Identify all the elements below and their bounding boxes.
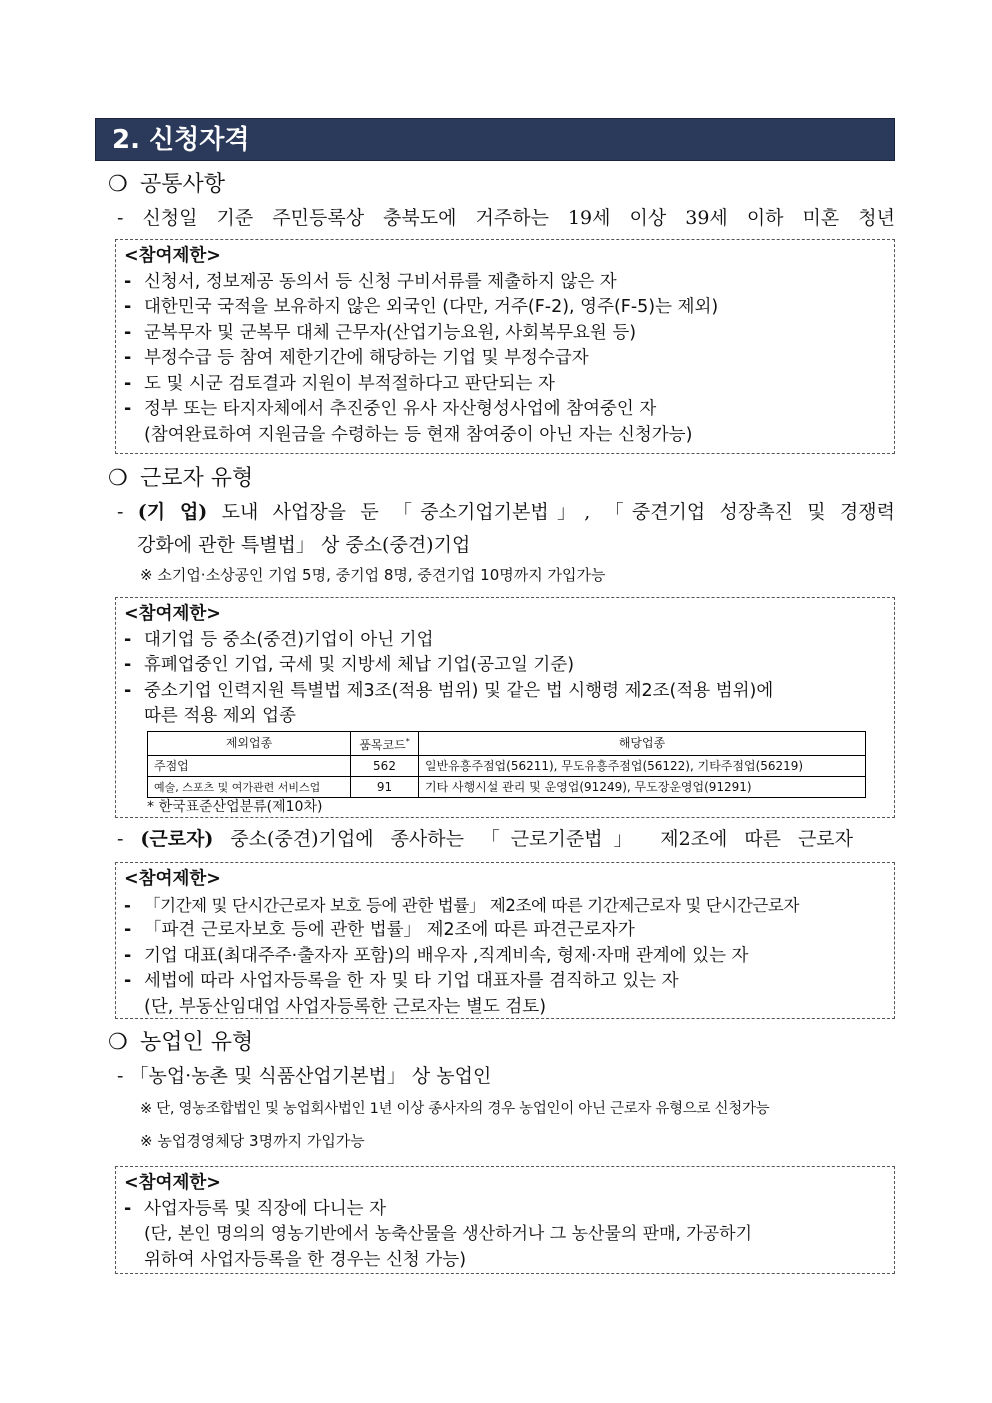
table-header: 해당업종	[419, 732, 866, 756]
farmer-line: - 「농업·농촌 및 식품산업기본법」 상 농업인	[117, 1065, 492, 1087]
farmer-note-1: ※ 단, 영농조합법인 및 농업회사법인 1년 이상 종사자의 경우 농업인이 아닌 근로자 유형으로 신청가능	[140, 1101, 770, 1117]
heading-common-label: 공통사항	[140, 172, 226, 197]
company-line-2: 강화에 관한 특별법」 상 중소(중견)기업	[137, 534, 471, 556]
common-eligibility-line: - 신청일 기준 주민등록상 충북도에 거주하는 19세 이상 39세 이하 미혼 청년	[117, 207, 895, 229]
restriction-item: - 휴폐업중인 기업, 국세 및 지방세 체납 기업(공고일 기준)	[124, 655, 575, 675]
restriction-continuation: (참여완료하여 지원금을 수령하는 등 현재 참여중이 아닌 자는 신청가능)	[144, 424, 693, 445]
farmer-note-2: ※ 농업경영체당 3명까지 가입가능	[140, 1132, 365, 1150]
employee-restriction-box	[115, 862, 895, 1019]
restriction-continuation: (단, 본인 명의의 영농기반에서 농축산물을 생산하거나 그 농산물의 판매, 가공하기	[144, 1224, 752, 1244]
restriction-title: <참여제한>	[124, 246, 221, 266]
common-restriction-box	[115, 239, 895, 454]
table-cell: 일반유흥주점업(56211), 무도유흥주점업(56122), 기타주점업(56219)	[419, 756, 866, 777]
restriction-title: <참여제한>	[124, 869, 221, 889]
restriction-item: - 대기업 등 중소(중견)기업이 아닌 기업	[124, 629, 434, 650]
restriction-continuation: 위하여 사업자등록을 한 경우는 신청 가능)	[144, 1249, 467, 1270]
heading-farmer-label: 농업인 유형	[140, 1030, 254, 1055]
heading-worker	[108, 464, 253, 494]
restriction-item: - 「파견 근로자보호 등에 관한 법률」 제2조에 따른 파견근로자가	[124, 920, 635, 940]
table-cell: 예술, 스포츠 및 여가관련 서비스업	[148, 777, 351, 798]
farmer-restriction-box	[115, 1166, 895, 1274]
table-cell: 기타 사행시설 관리 및 운영업(91249), 무도장운영업(91291)	[419, 777, 866, 798]
circle-bullet-icon: ❍	[108, 172, 128, 197]
restriction-item: - 사업자등록 및 직장에 다니는 자	[124, 1198, 387, 1219]
restriction-item: - 정부 또는 타지자체에서 추진중인 유사 자산형성사업에 참여중인 자	[124, 399, 657, 419]
table-footnote: * 한국표준산업분류(제10차)	[147, 799, 323, 815]
restriction-item: - 군복무자 및 군복무 대체 근무자(산업기능요원, 사회복무요원 등)	[124, 322, 637, 343]
circle-bullet-icon: ❍	[108, 466, 128, 491]
table-row	[148, 777, 866, 798]
restriction-title: <참여제한>	[124, 1173, 221, 1193]
restriction-item: - 「기간제 및 단시간근로자 보호 등에 관한 법률」 제2조에 따른 기간제근로자 및 단시간근로자	[124, 895, 799, 915]
company-note: ※ 소기업·소상공인 기업 5명, 중기업 8명, 중견기업 10명까지 가입가능	[140, 566, 606, 584]
table-cell: 91	[351, 777, 419, 798]
heading-worker-label: 근로자 유형	[140, 466, 254, 491]
table-row	[148, 756, 866, 777]
table-header: 품목코드*	[351, 732, 419, 756]
table-header-row	[148, 732, 866, 756]
section-title: 2. 신청자격	[95, 118, 895, 161]
restriction-item: - 신청서, 정보제공 동의서 등 신청 구비서류를 제출하지 않은 자	[124, 271, 617, 292]
company-label: (기 업)	[137, 501, 208, 523]
restriction-item: - 세법에 따라 사업자등록을 한 자 및 타 기업 대표자를 겸직하고 있는 자	[124, 971, 679, 991]
circle-bullet-icon: ❍	[108, 1030, 128, 1055]
heading-farmer	[108, 1028, 253, 1058]
company-line-1: - (기 업) 도내 사업장을 둔 「중소기업기본법」, 「중견기업 성장촉진 및 경쟁력	[117, 501, 895, 523]
table-cell: 562	[351, 756, 419, 777]
restriction-item: - 부정수급 등 참여 제한기간에 해당하는 기업 및 부정수급자	[124, 348, 589, 368]
employee-line: - (근로자) 중소(중견)기업에 종사하는 「근로기준법」 제2조에 따른 근로자	[117, 828, 854, 850]
restriction-continuation: (단, 부동산임대업 사업자등록한 근로자는 별도 검토)	[144, 996, 547, 1017]
restriction-item: - 대한민국 국적을 보유하지 않은 외국인 (다만, 거주(F-2), 영주(F-5)는 제외)	[124, 297, 719, 317]
heading-common	[108, 170, 225, 200]
employee-label: (근로자)	[140, 828, 214, 850]
exempt-industry-table	[147, 731, 866, 798]
restriction-item: - 기업 대표(최대주주·출자자 포함)의 배우자 ,직계비속, 형제·자매 관계에 있는 자	[124, 945, 749, 966]
table-cell: 주점업	[148, 756, 351, 777]
table-header: 제외업종	[148, 732, 351, 756]
restriction-item: - 도 및 시군 검토결과 지원이 부적절하다고 판단되는 자	[124, 373, 555, 394]
restriction-title: <참여제한>	[124, 604, 221, 624]
restriction-continuation: 따른 적용 제외 업종	[144, 706, 296, 726]
restriction-item: - 중소기업 인력지원 특별법 제3조(적용 범위) 및 같은 법 시행령 제2조(적용 범위)에	[124, 680, 774, 701]
